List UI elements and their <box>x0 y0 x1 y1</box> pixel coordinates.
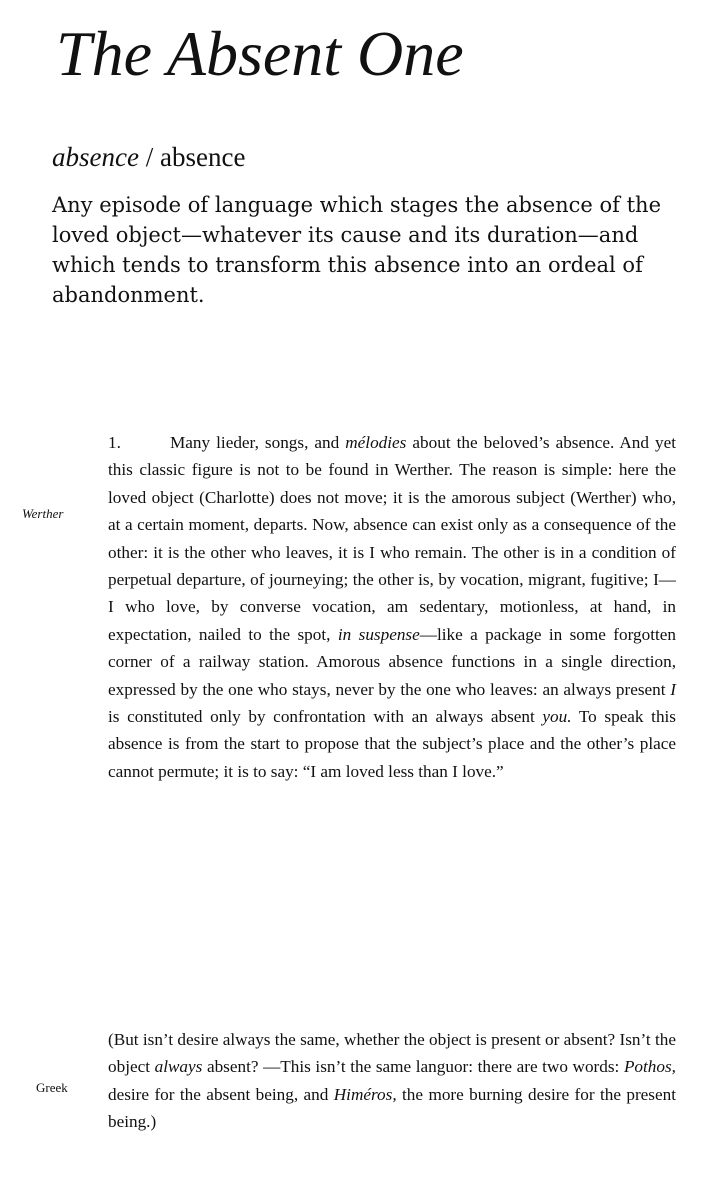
paragraph-number: 1. <box>108 433 121 452</box>
heading-term-roman: absence <box>159 142 246 172</box>
paragraph-1-italic-2: in suspense <box>337 624 420 644</box>
paragraph-2-italic-2: Pothos, <box>623 1057 676 1077</box>
paragraph-1-text-1: Many lieder, songs, and <box>170 433 346 452</box>
heading-term-italic: absence <box>52 142 139 172</box>
figure-definition: Any episode of language which stages the absence of the loved object—whatever its cause and its duration—and which tends to transform this absence into an ordeal of abandonment. <box>52 193 662 307</box>
paragraph-2 <box>108 1026 676 1136</box>
chapter-title: The Absent One <box>56 18 464 89</box>
paragraph-1-italic-4: you. <box>542 707 572 727</box>
paragraph-1-italic-1: mélodies <box>345 433 407 452</box>
paragraph-1-text-2: about the beloved’s absence. And yet this classic figure is not to be found in Werther. The reason is simple: here the loved object (Charlotte) does not move; it is the amorous subject (Werther) who, at a certain moment, departs. Now, absence can exist only as a consequence of the other: it is the other who leaves, it is I who remain. The other is in a condition of perpetual departure, of journeying; the other is, by vocation, migrant, fugitive; I—I who love, by converse vocation, am sedentary, motionless, at hand, in expectation, nailed to the spot, <box>108 433 676 644</box>
paragraph-2-text-1: (But isn’t desire always the same, whether the object is present or absent? Isn’t the object <box>108 1030 676 1077</box>
paragraph-2-text-2: absent? —This isn’t the same languor: there are two words: <box>202 1057 624 1077</box>
margin-note-werther: Werther <box>22 506 64 521</box>
paragraph-2-italic-1: always <box>154 1057 203 1077</box>
margin-note-greek: Greek <box>36 1080 68 1095</box>
paragraph-1-text-5: To speak this absence is from the start to propose that the subject’s place and the other’s place cannot permute; it is to say: “I am loved less than I love.” <box>108 707 676 781</box>
figure-heading <box>52 144 245 171</box>
paragraph-1-text-3: —like a package in some forgotten corner of a railway station. Amorous absence functions in a single direction, expressed by the one who stays, never by the one who leaves: an always present <box>108 624 676 699</box>
paragraph-2-italic-3: Himéros, <box>333 1084 397 1104</box>
paragraph-1 <box>108 429 676 785</box>
paragraph-1-italic-3: I <box>670 679 676 699</box>
paragraph-2-text-4: the more burning desire for the present being.) <box>108 1084 676 1132</box>
paragraph-2-text-3: desire for the absent being, and <box>108 1084 334 1104</box>
heading-separator: / <box>145 142 154 172</box>
paragraph-1-text-4: is constituted only by confrontation with an always absent <box>108 707 543 727</box>
